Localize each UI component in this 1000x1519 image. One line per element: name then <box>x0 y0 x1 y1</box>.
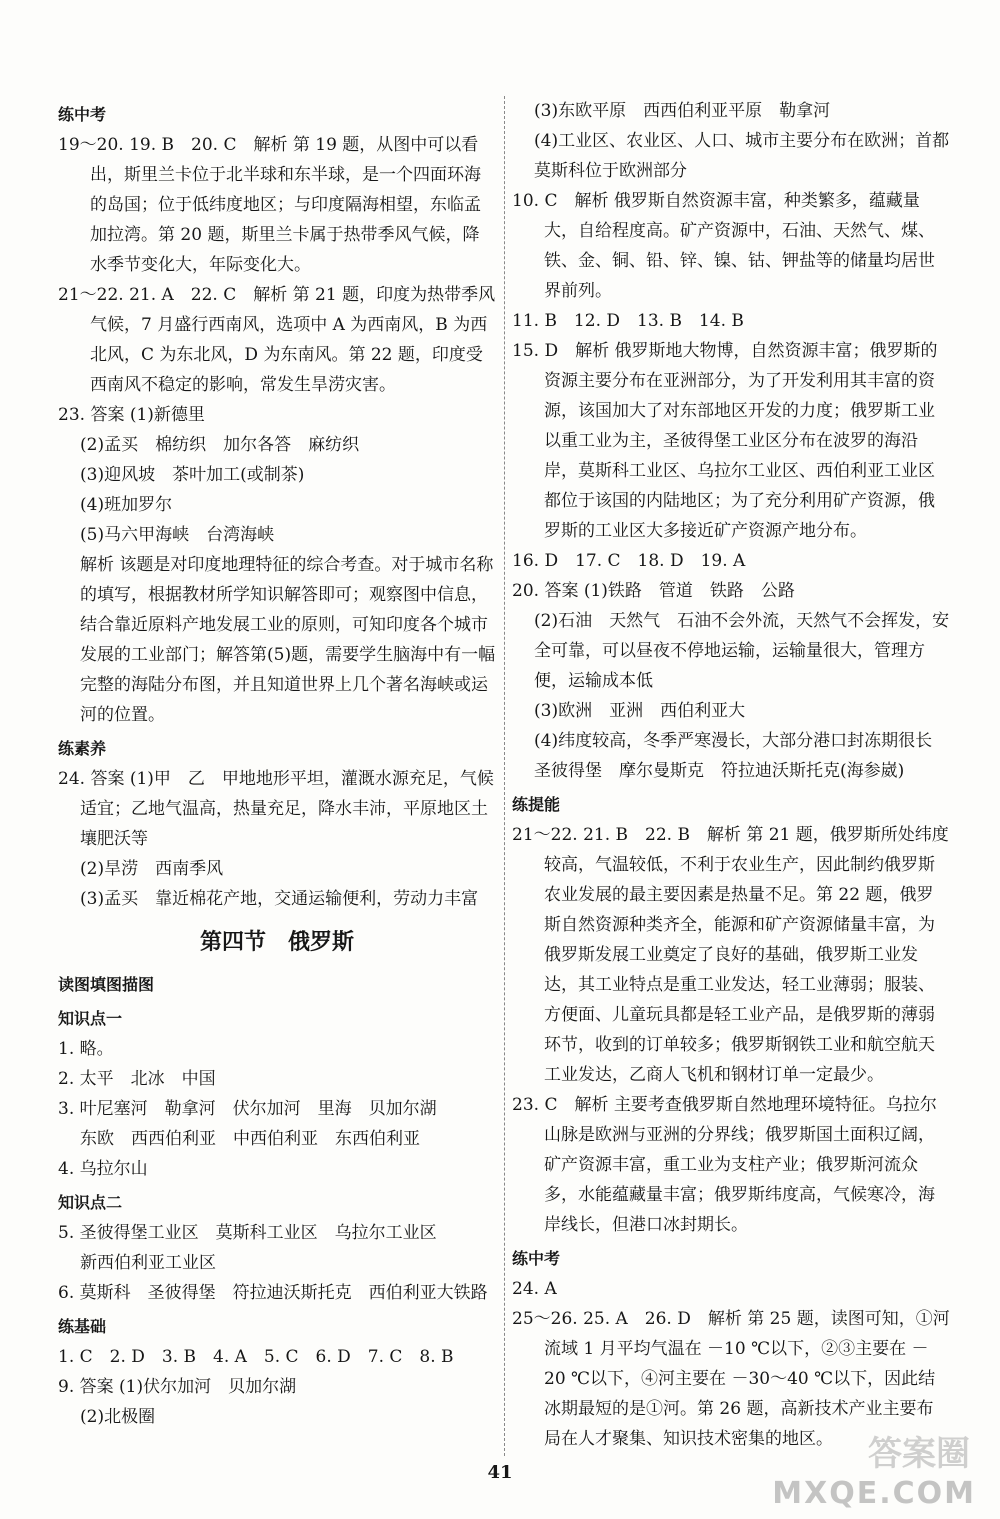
answer-item: 1. 略。 <box>58 1039 114 1059</box>
watermark-logo: 答案圈 <box>868 1434 970 1474</box>
answer-item: 15. D 解析 俄罗斯地大物博，自然资源丰富；俄罗斯的资源主要分布在亚洲部分，为了开发利用其丰富的资源，该国加大了对东部地区开发的力度；俄罗斯工业以重工业为主，圣彼得堡工业区分布在波罗的海沿岸，莫斯科工业区、乌拉尔工业区、西伯利亚工业区都位于该国的内陆地区；为了充分利用矿产资源，俄罗斯的工业区大多接近矿产资源产地分布。 <box>512 341 938 541</box>
answer-line: (3)迎风坡 茶叶加工(或制茶) <box>80 465 305 485</box>
answer-item: 21～22. 21. A 22. C 解析 第 21 题，印度为热带季风气候，7 月盛行西南风，选项中 A 为西南风，B 为西北风，C 为东北风，D 为东南风。第 22 题，印度受西南风不稳定的影响，常发生旱涝灾害。 <box>58 285 496 395</box>
section-heading: 练中考 <box>58 105 107 124</box>
answer-line: (2)孟买 棉纺织 加尔各答 麻纺织 <box>80 435 360 455</box>
answer-line: (3)欧洲 亚洲 西伯利亚大 <box>534 701 746 721</box>
answer-item: 23. C 解析 主要考查俄罗斯自然地理环境特征。乌拉尔山脉是欧洲与亚洲的分界线；俄罗斯国土面积辽阔，矿产资源丰富，重工业为支柱产业；俄罗斯河流众多，水能蕴藏量丰富；俄罗斯纬度高，气候寒冷，海岸线长，但港口冰封期长。 <box>512 1095 937 1235</box>
section-heading: 练基础 <box>58 1317 107 1336</box>
answer-line: (2)旱涝 西南季风 <box>80 859 224 879</box>
answer-item: 24. 答案 (1)甲 乙 甲地地形平坦，灌溉水源充足，气候适宜；乙地气温高，热量充足，降水丰沛，平原地区土壤肥沃等 <box>58 769 494 849</box>
answer-line: 东欧 西西伯利亚 中西伯利亚 东西伯利亚 <box>80 1129 420 1149</box>
column-divider <box>504 96 505 1456</box>
answer-line: (3)孟买 靠近棉花产地，交通运输便利，劳动力丰富 <box>80 889 479 909</box>
answer-item: 21～22. 21. B 22. B 解析 第 21 题，俄罗斯所处纬度较高，气温较低，不利于农业生产，因此制约俄罗斯农业发展的最主要因素是热量不足。第 22 题，俄罗斯自然资源种类齐全，能源和矿产资源储量丰富，为俄罗斯发展工业奠定了良好的基础，俄罗斯工业发达，其工业特点是重工业发达，轻工业薄弱；服装、方便面、儿童玩具都是轻工业产品，是俄罗斯的薄弱环节，收到的订单较多；俄罗斯钢铁工业和航空航天工业发达，乙商人飞机和钢材订单一定最少。 <box>512 825 949 1085</box>
watermark-url: MXQE.COM <box>772 1476 976 1511</box>
answer-line: (5)马六甲海峡 台湾海峡 <box>80 525 275 545</box>
section-heading: 读图填图描图 <box>58 975 155 994</box>
answer-line: (3)东欧平原 西西伯利亚平原 勒拿河 <box>534 101 831 121</box>
subsection-heading: 知识点一 <box>58 1009 123 1028</box>
answer-line: (2)石油 天然气 石油不会外流，天然气不会挥发，安全可靠，可以昼夜不停地运输，运输量很大，管理方便，运输成本低 <box>534 611 950 691</box>
answer-line: 新西伯利亚工业区 <box>80 1253 216 1273</box>
answer-item: 19～20. 19. B 20. C 解析 第 19 题，从图中可以看出，斯里兰卡位于北半球和东半球，是一个四面环海的岛国；位于低纬度地区；与印度隔海相望，东临孟加拉湾。第 20 题，斯里兰卡属于热带季风气候，降水季节变化大，年际变化大。 <box>58 135 481 275</box>
chapter-title: 第四节 俄罗斯 <box>199 930 354 955</box>
answer-item: 3. 叶尼塞河 勒拿河 伏尔加河 里海 贝加尔湖 <box>58 1099 437 1119</box>
left-column <box>58 96 496 1432</box>
answer-item: 20. 答案 (1)铁路 管道 铁路 公路 <box>512 581 795 601</box>
answer-item: 24. A <box>512 1279 557 1299</box>
subsection-heading: 知识点二 <box>58 1193 123 1212</box>
section-heading: 练提能 <box>512 795 561 814</box>
section-heading: 练中考 <box>512 1249 561 1268</box>
analysis-paragraph: 解析 该题是对印度地理特征的综合考查。对于城市名称的填写，根据教材所学知识解答即可；观察图中信息，结合靠近原料产地发展工业的原则，可知印度各个城市发展的工业部门；解答第(5)题，需要学生脑海中有一幅完整的海陆分布图，并且知道世界上几个著名海峡或运河的位置。 <box>80 555 496 725</box>
section-heading: 练素养 <box>58 739 107 758</box>
answer-item: 6. 莫斯科 圣彼得堡 符拉迪沃斯托克 西伯利亚大铁路 <box>58 1283 488 1303</box>
answer-item: 9. 答案 (1)伏尔加河 贝加尔湖 <box>58 1377 297 1397</box>
answer-item: 25～26. 25. A 26. D 解析 第 25 题，读图可知，①河流域 1 月平均气温在 －10 ℃以下，②③主要在 －20 ℃以下，④河主要在 －30～40 ℃以下，因此结冰期最短的是①河。第 26 题，高新技术产业主要布局在人才聚集、知识技术密集的地区。 <box>512 1309 950 1449</box>
answer-item: 1. C 2. D 3. B 4. A 5. C 6. D 7. C 8. B <box>58 1347 454 1367</box>
answer-item: 2. 太平 北冰 中国 <box>58 1069 216 1089</box>
answer-item: 4. 乌拉尔山 <box>58 1159 148 1179</box>
answer-item: 16. D 17. C 18. D 19. A <box>512 551 746 571</box>
answer-line: (2)北极圈 <box>80 1407 156 1427</box>
answer-item: 10. C 解析 俄罗斯自然资源丰富，种类繁多，蕴藏量大，自给程度高。矿产资源中，石油、天然气、煤、铁、金、铜、铅、锌、镍、钴、钾盐等的储量均居世界前列。 <box>512 191 935 301</box>
answer-item: 5. 圣彼得堡工业区 莫斯科工业区 乌拉尔工业区 <box>58 1223 437 1243</box>
answer-item: 11. B 12. D 13. B 14. B <box>512 311 744 331</box>
answer-item: 23. 答案 (1)新德里 <box>58 405 205 425</box>
answer-line: 圣彼得堡 摩尔曼斯克 符拉迪沃斯托克(海参崴) <box>534 761 905 781</box>
answer-line: (4)工业区、农业区、人口、城市主要分布在欧洲；首都莫斯科位于欧洲部分 <box>534 131 950 181</box>
answer-line: (4)纬度较高，冬季严寒漫长，大部分港口封冻期很长 <box>534 731 933 751</box>
right-column <box>512 96 950 1454</box>
answer-line: (4)班加罗尔 <box>80 495 173 515</box>
page-number: 41 <box>487 1462 513 1483</box>
